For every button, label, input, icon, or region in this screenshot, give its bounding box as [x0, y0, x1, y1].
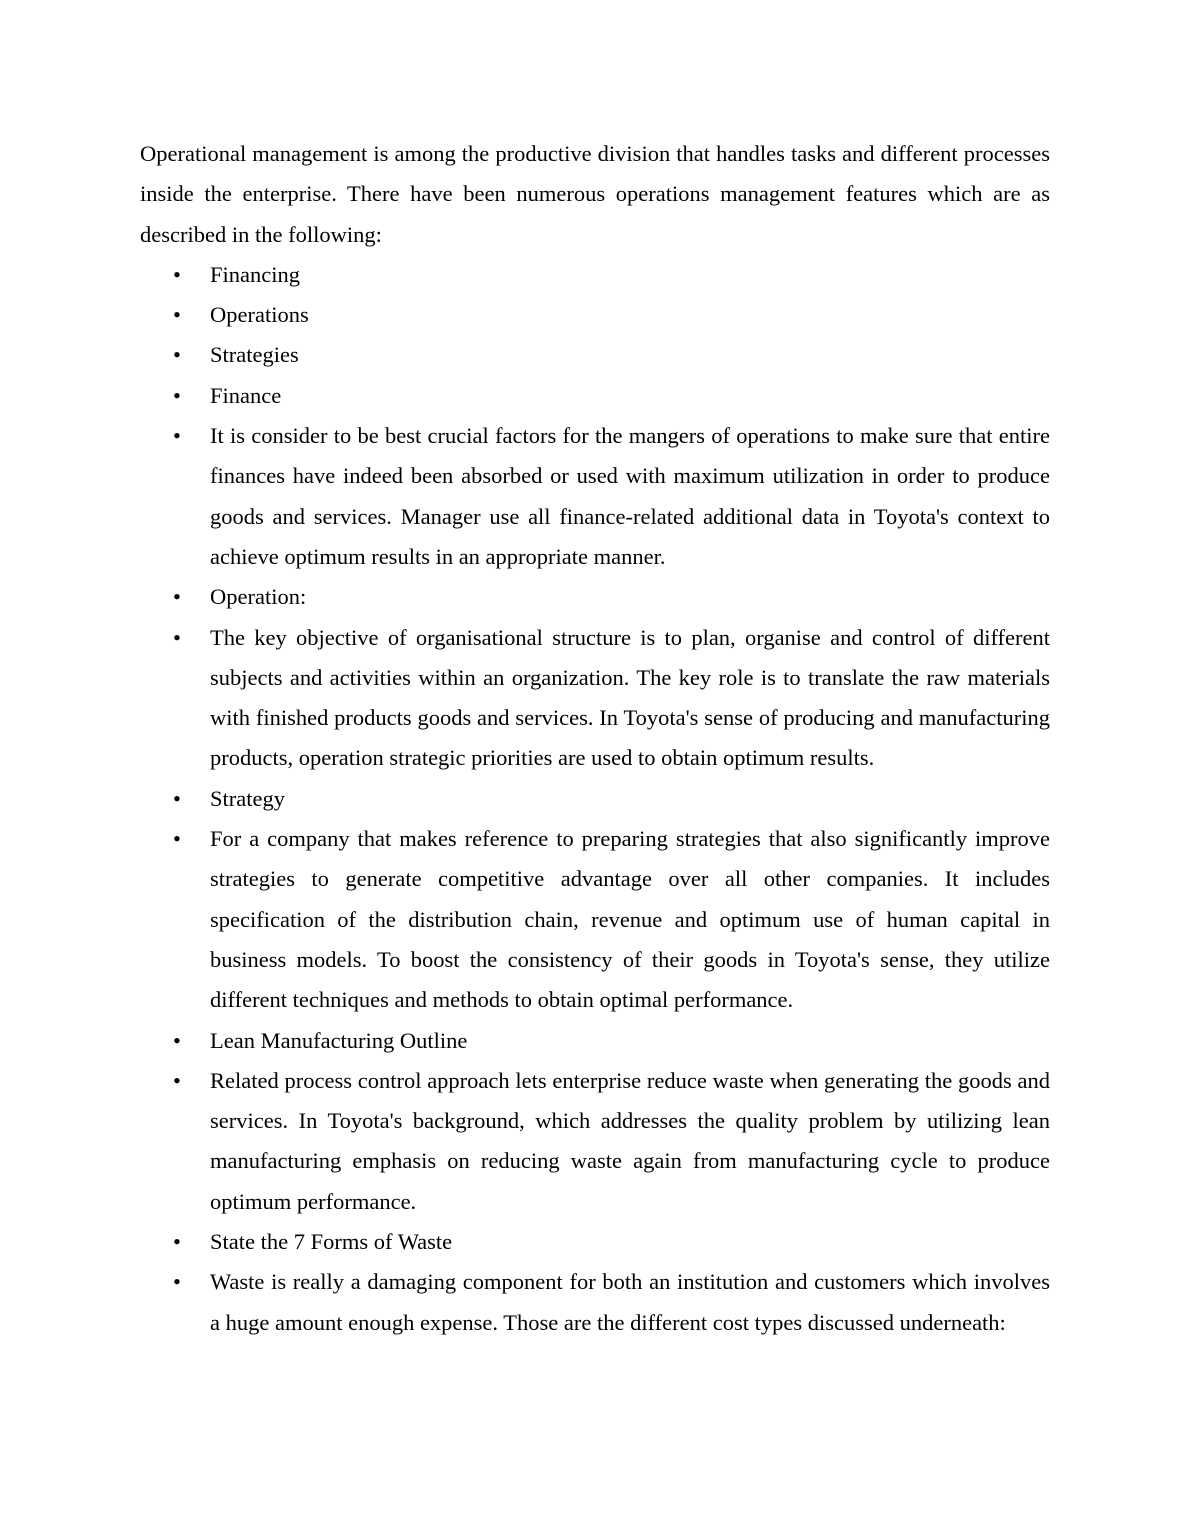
bullet-icon: • — [173, 423, 181, 449]
list-item-text: Strategy — [210, 785, 285, 811]
bullet-icon: • — [173, 342, 181, 368]
list-item — [140, 376, 1050, 416]
list-item-text: Operation: — [210, 584, 307, 610]
feature-bullet-list — [140, 255, 1050, 1343]
list-item — [140, 618, 1050, 779]
list-item-text: State the 7 Forms of Waste — [210, 1229, 453, 1255]
list-item-text: Waste is really a damaging component for both an institution and customers which involves a huge amount enough expense. Those are the different cost types discussed underneath: — [210, 1269, 1050, 1335]
list-item — [140, 1061, 1050, 1222]
list-item — [140, 335, 1050, 375]
bullet-icon: • — [173, 826, 181, 852]
list-item — [140, 819, 1050, 1020]
list-item — [140, 416, 1050, 577]
list-item-text: Finance — [210, 382, 282, 408]
list-item — [140, 1021, 1050, 1061]
intro-paragraph: Operational management is among the productive division that handles tasks and different processes inside the enterprise. There have been numerous operations management features which are as described in the following: — [140, 141, 1050, 247]
list-item-text: Lean Manufacturing Outline — [210, 1027, 468, 1053]
list-item-text: Operations — [210, 302, 309, 328]
bullet-icon: • — [173, 1027, 181, 1053]
list-item — [140, 295, 1050, 335]
bullet-icon: • — [173, 1229, 181, 1255]
list-item-text: It is consider to be best crucial factors for the mangers of operations to make sure that entire finances have indeed been absorbed or used with maximum utilization in order to produce goods and services. Manager use all finance-related additional data in Toyota's context to achieve optimum results in an appropriate manner. — [210, 423, 1050, 569]
list-item-text: Financing — [210, 261, 300, 287]
list-item — [140, 1262, 1050, 1343]
list-item — [140, 255, 1050, 295]
bullet-icon: • — [173, 624, 181, 650]
bullet-icon: • — [173, 785, 181, 811]
bullet-icon: • — [173, 1269, 181, 1295]
list-item — [140, 577, 1050, 617]
bullet-icon: • — [173, 302, 181, 328]
list-item-text: Strategies — [210, 342, 299, 368]
list-item-text: Related process control approach lets enterprise reduce waste when generating the goods and services. In Toyota's background, which addresses the quality problem by utilizing lean manufacturing emphasis on reducing waste again from manufacturing cycle to produce optimum performance. — [210, 1067, 1050, 1214]
list-item-text: For a company that makes reference to preparing strategies that also significantly improve strategies to generate competitive advantage over all other companies. It includes specification of the distribution chain, revenue and optimum use of human capital in business models. To boost the consistency of their goods in Toyota's sense, they utilize different techniques and methods to obtain optimal performance. — [210, 826, 1050, 1013]
bullet-icon: • — [173, 261, 181, 287]
list-item — [140, 1222, 1050, 1262]
list-item — [140, 779, 1050, 819]
document-body — [140, 134, 1050, 1343]
bullet-icon: • — [173, 584, 181, 610]
bullet-icon: • — [173, 382, 181, 408]
bullet-icon: • — [173, 1067, 181, 1093]
list-item-text: The key objective of organisational structure is to plan, organise and control of different subjects and activities within an organization. The key role is to translate the raw materials with finished products goods and services. In Toyota's sense of producing and manufacturing products, operation strategic priorities are used to obtain optimum results. — [210, 624, 1050, 771]
